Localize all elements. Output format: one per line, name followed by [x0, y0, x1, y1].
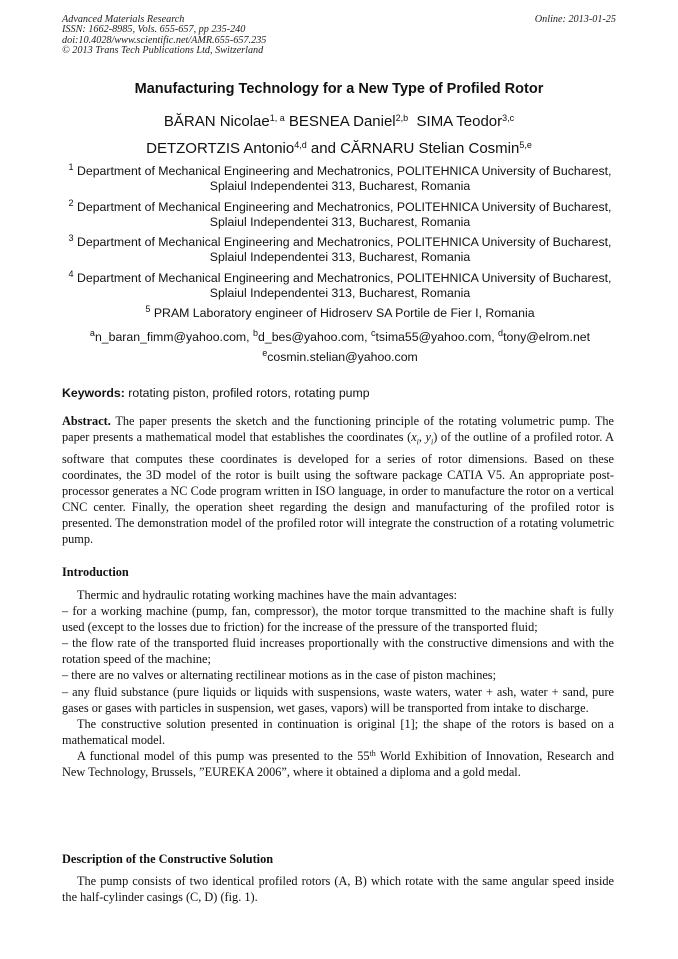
- issn-line: ISSN: 1662-8985, Vols. 655-657, pp 235-240: [62, 24, 246, 36]
- section-heading-introduction: Introduction: [62, 565, 129, 579]
- paragraph: Thermic and hydraulic rotating working machines have the main advantages:: [77, 588, 458, 602]
- author-superscript: 1, a: [269, 113, 285, 123]
- affiliation-number: 5: [145, 304, 151, 314]
- keywords-label: Keywords:: [62, 386, 125, 400]
- list-item: – the flow rate of the transported fluid increases proportionally with the constructive dimensions and with the rotation speed of the machine;: [62, 636, 614, 667]
- coordinate-index: i: [416, 437, 419, 447]
- list-item: – for a working machine (pump, fan, compressor), the motor torque transmitted to the machine shaft is fully used (except to the losses due to friction) for the increase of the pressure of the transported fluid;: [62, 604, 614, 635]
- author-superscript: 2,b: [395, 113, 409, 123]
- copyright-line: © 2013 Trans Tech Publications Ltd, Switzerland: [62, 45, 264, 57]
- affiliation-text: Department of Mechanical Engineering and Mechatronics, POLITEHNICA University of Bucharest,: [76, 164, 612, 178]
- coordinate-x: x: [411, 430, 417, 445]
- affiliation-4: [62, 271, 618, 301]
- affiliation-address: Splaiul Independentei 313, Bucharest, Romania: [209, 250, 471, 264]
- email-link[interactable]: d_bes@yahoo.com,: [258, 330, 368, 344]
- affiliation-address: Splaiul Independentei 313, Bucharest, Romania: [209, 215, 471, 229]
- author-name: CĂRNARU Stelian Cosmin: [340, 140, 520, 157]
- coordinate-index: i: [430, 437, 434, 447]
- affiliation-address: Splaiul Independentei 313, Bucharest, Romania: [209, 286, 471, 300]
- affiliation-text: Department of Mechanical Engineering and Mechatronics, POLITEHNICA University of Bucharest,: [76, 235, 612, 249]
- email-link[interactable]: cosmin.stelian@yahoo.com: [267, 350, 418, 364]
- paragraph: [62, 748, 614, 780]
- email-link[interactable]: tsima55@yahoo.com,: [375, 330, 495, 344]
- introduction-body: [62, 587, 614, 780]
- affiliation-number: 2: [68, 198, 74, 208]
- author-superscript: 5,e: [519, 140, 532, 150]
- keywords-text: rotating piston, profiled rotors, rotating pump: [128, 386, 370, 400]
- author-conjunction: and: [310, 140, 336, 157]
- coordinate-y: y: [425, 430, 431, 445]
- affiliation-number: 4: [68, 269, 74, 279]
- author-superscript: 3,c: [502, 113, 515, 123]
- online-date: Online: 2013-01-25: [534, 14, 616, 25]
- author-line-2: [0, 140, 678, 157]
- affiliation-1: [62, 164, 618, 194]
- journal-name: Advanced Materials Research: [62, 14, 185, 25]
- affiliation-number: 3: [68, 233, 74, 243]
- author-name: BESNEA Daniel: [288, 113, 396, 130]
- affiliation-text: Department of Mechanical Engineering and Mechatronics, POLITEHNICA University of Bucharest,: [76, 200, 612, 214]
- paragraph: The constructive solution presented in continuation is original [1]; the shape of the rotors is based on a mathematical model.: [62, 716, 614, 747]
- doi-line[interactable]: doi:10.4028/www.scientific.net/AMR.655-657.235: [62, 34, 267, 46]
- author-name: DETZORTZIS Antonio: [146, 140, 295, 157]
- affiliation-text: Department of Mechanical Engineering and Mechatronics, POLITEHNICA University of Bucharest,: [76, 271, 612, 285]
- affiliation-address: Splaiul Independentei 313, Bucharest, Romania: [209, 179, 471, 193]
- affiliation-3: [62, 235, 618, 265]
- abstract-label: Abstract.: [62, 414, 111, 428]
- abstract-text: The paper presents the sketch and the functioning principle of the rotating volumetric pump. The paper presents a mathematical model that establishes the coordinates (: [62, 414, 614, 445]
- section-heading-description: Description of the Constructive Solution: [62, 852, 274, 866]
- author-name: SIMA Teodor: [416, 113, 503, 130]
- paragraph: The pump consists of two identical profiled rotors (A, B) which rotate with the same angular speed inside the half-cylinder casings (C, D) (fig. 1).: [62, 874, 614, 905]
- list-item: – any fluid substance (pure liquids or liquids with suspensions, waste waters, water + ash, water + sand, pure gases or gases with particles in suspension, wet gases, vapors) will be transported from intake to discharge.: [62, 684, 614, 715]
- email-list-2: $^e$cosmin.stelian@yahoo.com: [262, 348, 418, 364]
- paper-title: Manufacturing Technology for a New Type of Profiled Rotor: [134, 81, 544, 97]
- author-name: BĂRAN Nicolae: [163, 113, 270, 130]
- email-link[interactable]: tony@elrom.net: [503, 330, 591, 344]
- abstract: [62, 413, 614, 547]
- paragraph-text: A functional model of this pump was presented to the 55: [77, 748, 370, 763]
- coordinate-separator: ,: [418, 430, 426, 445]
- abstract-text-cont: ) of the outline of a profiled rotor. A software that computes these coordinates is developed for a series of rotor dimensions. Based on these coordinates, the 3D model of the rotor is built using the software package CATIA V5. An appropriate post-processor generates a NC Code program written in ISO language, in order to manufacture the rotor on a vertical CNC center. Finally, the operation sheet regarding the design and manufacturing of the profiled rotor is presented. The demonstration model of the profiled rotor will integrate the construction of a rotating volumetric pump.: [62, 430, 614, 547]
- journal-header: [62, 15, 266, 57]
- affiliation-5: [62, 306, 618, 321]
- email-link[interactable]: n_baran_fimm@yahoo.com,: [94, 330, 250, 344]
- affiliation-number: 1: [68, 162, 74, 172]
- affiliation-2: [62, 200, 618, 230]
- email-list: $^a$n_baran_fimm@yahoo.com, $^b$d_bes@yahoo.com, $^c$tsima55@yahoo.com, $^d$tony@elrom.net: [89, 328, 591, 344]
- affiliation-text: PRAM Laboratory engineer of Hidroserv SA Portile de Fier I, Romania: [153, 306, 535, 320]
- list-item: – there are no valves or alternating rectilinear motions as in the case of piston machines;: [62, 668, 496, 683]
- description-body: [62, 873, 614, 905]
- author-line-1: [0, 113, 678, 130]
- keywords: [62, 386, 370, 400]
- author-superscript: 4,d: [294, 140, 307, 150]
- ordinal-superscript: th: [369, 748, 376, 758]
- paragraph-text: World Exhibition of Innovation, Research and New Technology, Brussels, ”EUREKA 2006”, where it obtained a diploma and a gold medal.: [62, 748, 615, 780]
